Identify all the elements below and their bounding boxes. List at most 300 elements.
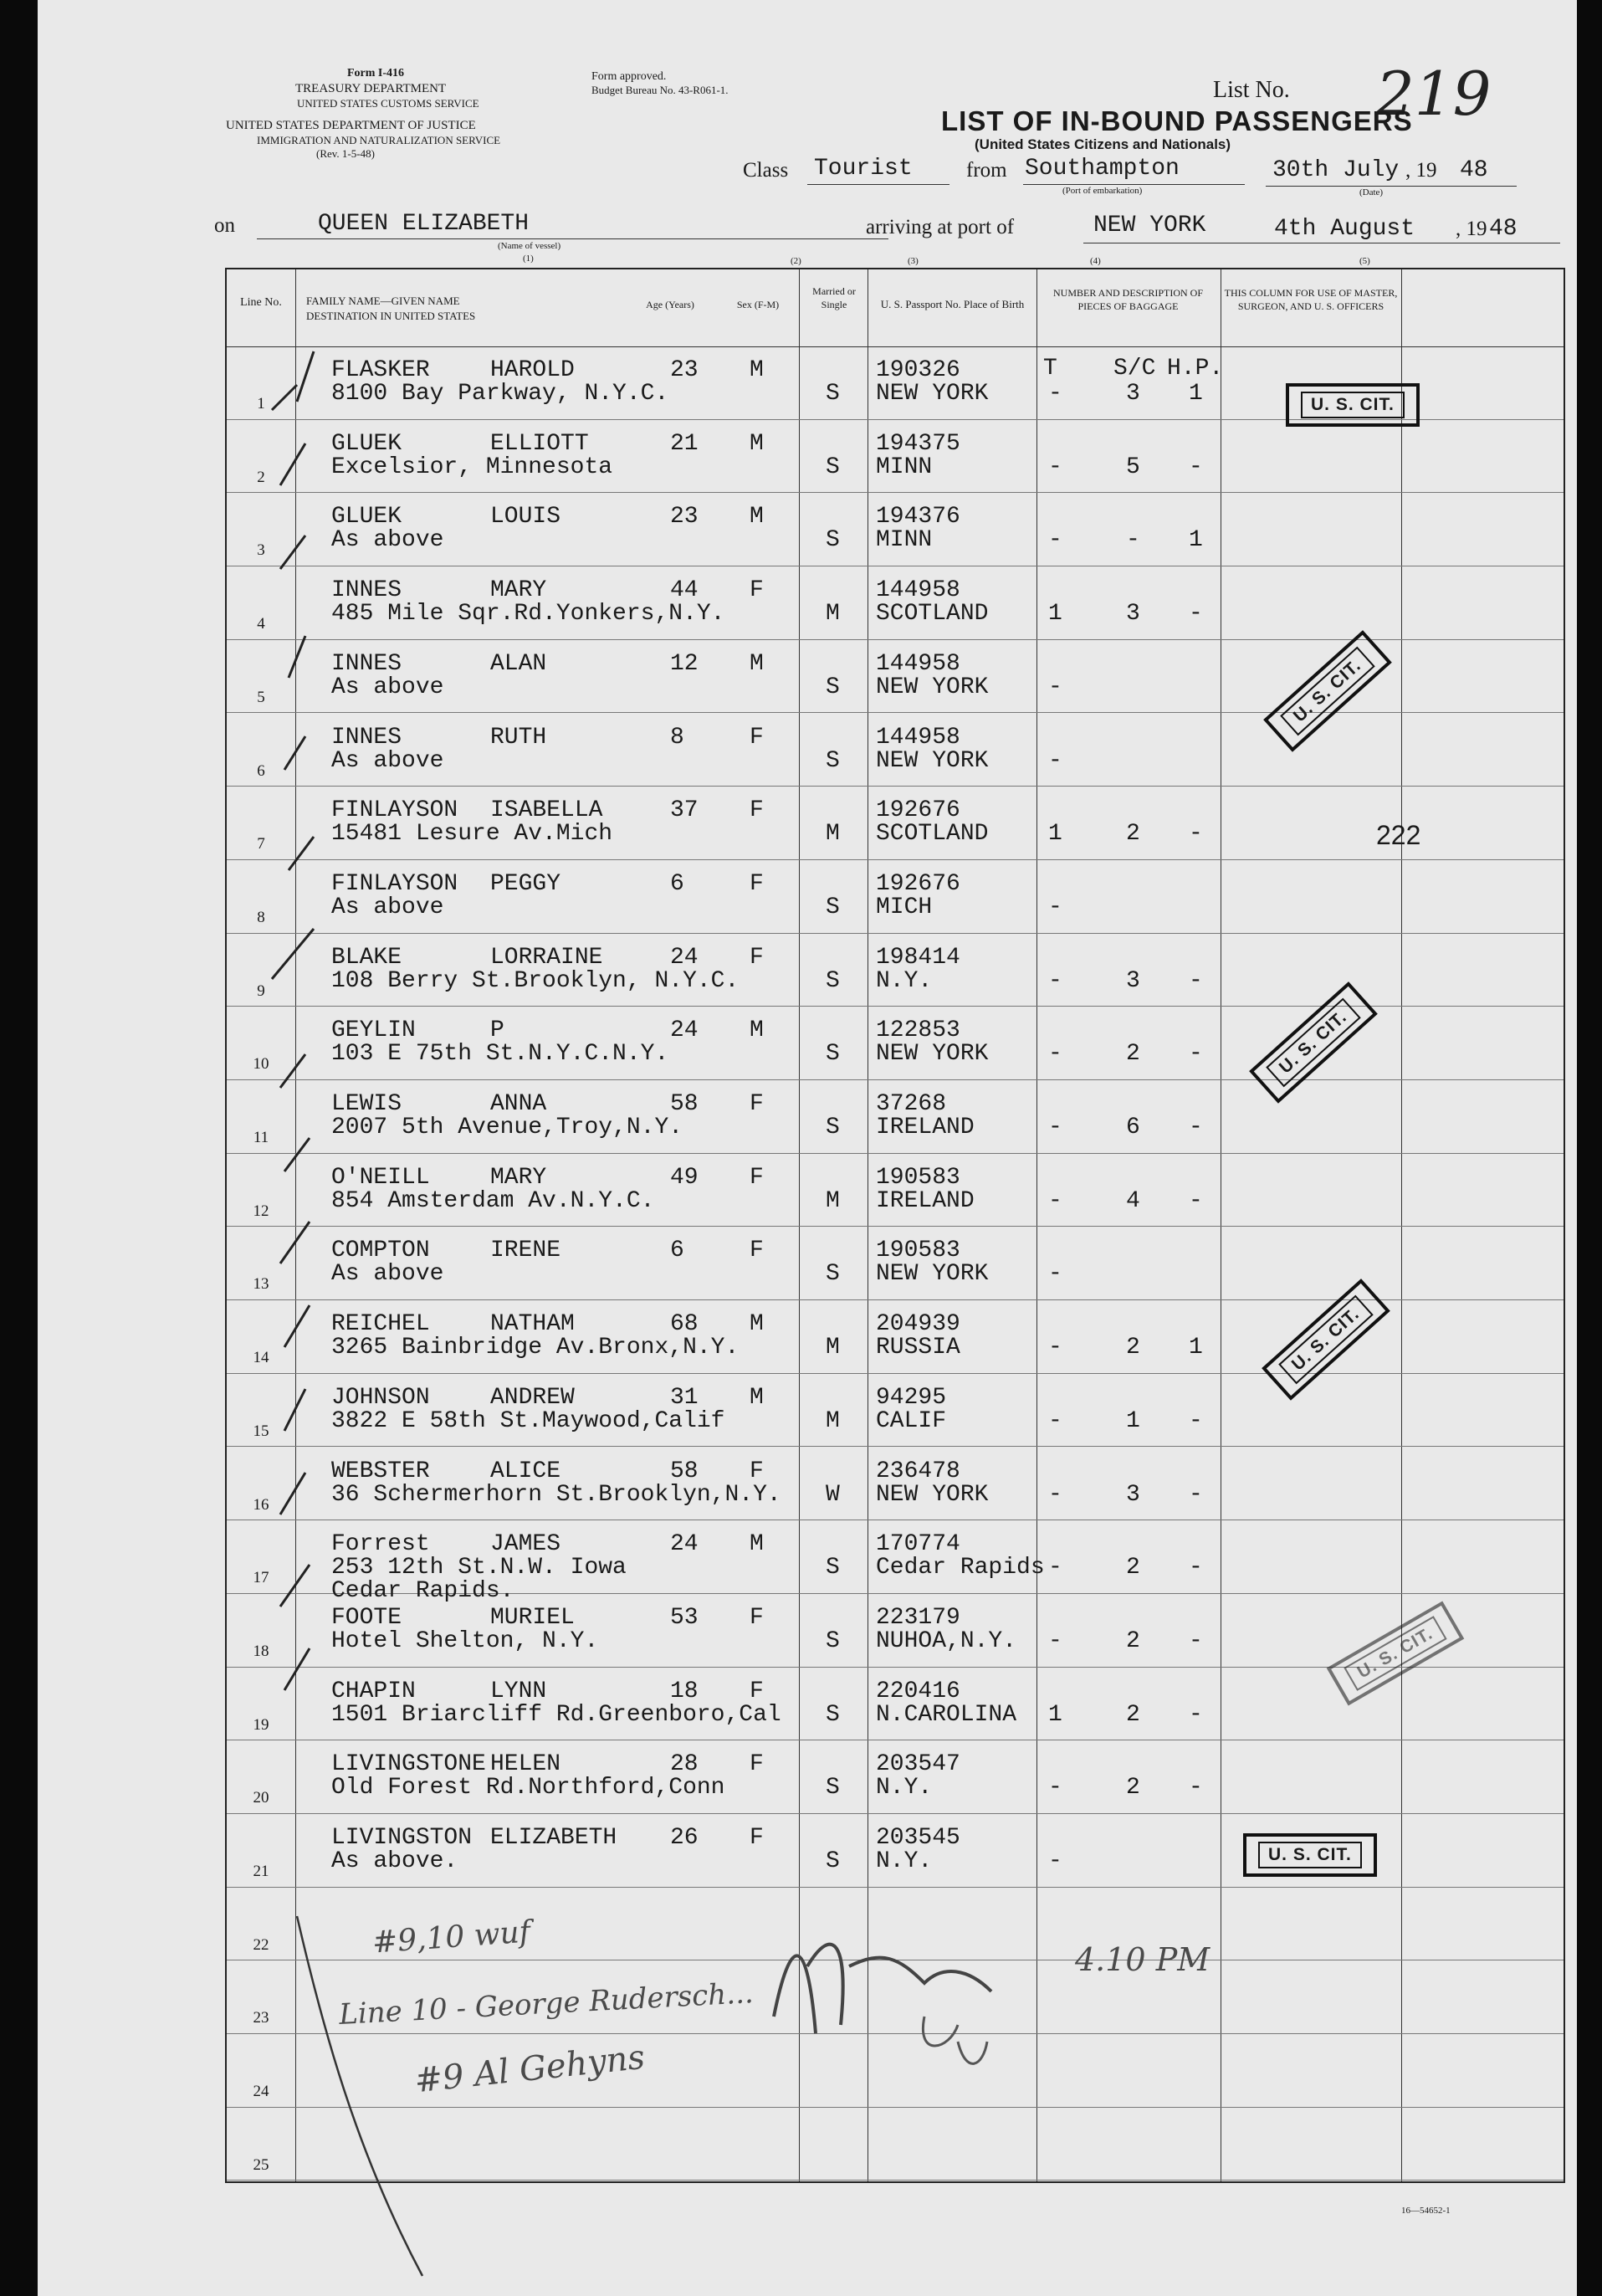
given-name: LORRAINE <box>490 944 603 971</box>
arriving-label: arriving at port of <box>866 216 1015 238</box>
family-name: O'NEILL <box>331 1164 430 1191</box>
place-of-birth: Cedar Rapids <box>876 1555 1045 1581</box>
baggage-handpieces: 1 <box>1189 381 1203 407</box>
footer-code: 16—54652-1 <box>1401 2206 1451 2216</box>
given-name: LOUIS <box>490 504 561 530</box>
destination-address: Excelsior, Minnesota <box>331 454 613 480</box>
family-name: LIVINGSTON <box>331 1825 473 1851</box>
line-number: 18 <box>253 1642 269 1660</box>
passport-number: 144958 <box>876 650 960 677</box>
given-name: JAMES <box>490 1531 561 1558</box>
line-number: 3 <box>257 541 265 560</box>
table-row <box>227 1154 1564 1227</box>
departure-year: 48 <box>1460 157 1488 183</box>
given-name: P <box>490 1017 504 1044</box>
line-number: 20 <box>253 1789 269 1807</box>
date-caption: (Date) <box>1359 187 1384 197</box>
passport-number: 204939 <box>876 1311 960 1338</box>
age-value: 6 <box>670 1238 684 1264</box>
table-row <box>227 420 1564 494</box>
age-value: 49 <box>670 1164 699 1191</box>
handwritten-note: #9 Al Gehyns <box>412 2037 647 2101</box>
age-value: 58 <box>670 1458 699 1484</box>
place-of-birth: NEW YORK <box>876 674 989 700</box>
table-row <box>227 714 1564 787</box>
customs-service: UNITED STATES CUSTOMS SERVICE <box>297 97 479 110</box>
table-row <box>227 1520 1564 1605</box>
baggage-trunks: - <box>1048 454 1062 480</box>
form-number: Form I-416 <box>347 67 405 79</box>
passport-number: 192676 <box>876 797 960 824</box>
sex-value: F <box>750 577 764 604</box>
table-row <box>227 566 1564 640</box>
baggage-trunks: - <box>1048 1848 1062 1874</box>
departure-date: 30th July <box>1272 157 1400 183</box>
baggage-suitcases: 3 <box>1126 601 1140 628</box>
line-number: 2 <box>257 468 265 486</box>
line-number: 4 <box>257 615 265 633</box>
passport-number: 144958 <box>876 724 960 751</box>
destination-address: As above <box>331 894 444 920</box>
family-name: LIVINGSTONE <box>331 1751 486 1778</box>
family-name: FINLAYSON <box>331 797 458 824</box>
col-header-destination: DESTINATION IN UNITED STATES <box>306 310 476 322</box>
baggage-heading-hp: H.P. <box>1167 356 1224 382</box>
baggage-trunks: - <box>1048 674 1062 700</box>
given-name: IRENE <box>490 1238 561 1264</box>
age-value: 44 <box>670 577 699 604</box>
baggage-suitcases: 6 <box>1126 1115 1140 1140</box>
inspector-signature <box>757 1916 1008 2083</box>
baggage-suitcases: 4 <box>1126 1187 1140 1214</box>
age-value: 58 <box>670 1091 699 1117</box>
line-number: 16 <box>253 1495 269 1514</box>
list-number-label: List No. <box>1213 77 1290 103</box>
baggage-trunks: - <box>1048 1041 1062 1068</box>
passport-number: 194375 <box>876 430 960 457</box>
age-value: 24 <box>670 1531 699 1558</box>
baggage-trunks: - <box>1048 1627 1062 1654</box>
embarkation-caption: (Port of embarkation) <box>1062 186 1143 196</box>
passport-number: 190326 <box>876 357 960 383</box>
given-name: ELLIOTT <box>490 430 589 457</box>
passport-number: 190583 <box>876 1164 960 1191</box>
baggage-handpieces: - <box>1189 1481 1203 1508</box>
marital-status: S <box>826 454 840 480</box>
baggage-heading-t: T <box>1043 356 1057 382</box>
baggage-trunks: - <box>1048 967 1062 994</box>
table-row <box>227 1080 1564 1154</box>
sex-value: M <box>750 357 764 383</box>
destination-address-2: Cedar Rapids. <box>331 1578 514 1605</box>
marital-status: S <box>826 527 840 554</box>
family-name: COMPTON <box>331 1238 430 1264</box>
line-number: 14 <box>253 1349 269 1367</box>
age-value: 23 <box>670 504 699 530</box>
table-row <box>227 787 1564 860</box>
col-header-passport: U. S. Passport No. Place of Birth <box>880 298 1025 310</box>
given-name: ALAN <box>490 650 547 677</box>
baggage-trunks: - <box>1048 1115 1062 1140</box>
family-name: REICHEL <box>331 1311 430 1338</box>
destination-address: 1501 Briarcliff Rd.Greenboro,Cal <box>331 1701 781 1728</box>
sex-value: F <box>750 724 764 751</box>
destination-address: As above. <box>331 1848 458 1874</box>
baggage-suitcases: 5 <box>1126 454 1140 480</box>
passport-number: 220416 <box>876 1678 960 1704</box>
sex-value: F <box>750 1164 764 1191</box>
place-of-birth: NEW YORK <box>876 1261 989 1288</box>
col-header-age: Age (Years) <box>646 299 694 310</box>
sex-value: M <box>750 504 764 530</box>
given-name: HELEN <box>490 1751 561 1778</box>
family-name: GEYLIN <box>331 1017 416 1044</box>
baggage-suitcases: 1 <box>1126 1407 1140 1434</box>
given-name: MURIEL <box>490 1604 575 1631</box>
baggage-suitcases: 2 <box>1126 1701 1140 1728</box>
age-value: 68 <box>670 1311 699 1338</box>
baggage-handpieces: 1 <box>1189 1335 1203 1361</box>
place-of-birth: N.Y. <box>876 1775 933 1801</box>
baggage-suitcases: 3 <box>1126 1481 1140 1508</box>
marital-status: M <box>826 1335 840 1361</box>
passport-number: 190583 <box>876 1238 960 1264</box>
given-name: LYNN <box>490 1678 547 1704</box>
passport-number: 194376 <box>876 504 960 530</box>
passport-number: 198414 <box>876 944 960 971</box>
baggage-handpieces: - <box>1189 1407 1203 1434</box>
family-name: FOOTE <box>331 1604 402 1631</box>
baggage-trunks: - <box>1048 1261 1062 1288</box>
sex-value: M <box>750 1531 764 1558</box>
col-header-married: Married or Single <box>812 285 856 310</box>
line-number: 9 <box>257 981 265 1000</box>
baggage-trunks: - <box>1048 1335 1062 1361</box>
baggage-handpieces: - <box>1189 1775 1203 1801</box>
marital-status: S <box>826 1261 840 1288</box>
us-citizen-stamp: U. S. CIT. <box>1286 383 1420 427</box>
family-name: INNES <box>331 650 402 677</box>
given-name: ELIZABETH <box>490 1825 617 1851</box>
marital-status: S <box>826 747 840 774</box>
justice-dept: UNITED STATES DEPARTMENT OF JUSTICE <box>226 119 476 132</box>
sex-value: M <box>750 1311 764 1338</box>
sex-value: M <box>750 650 764 677</box>
age-value: 23 <box>670 357 699 383</box>
revision-date: (Rev. 1-5-48) <box>316 147 375 160</box>
marital-status: S <box>826 1848 840 1874</box>
class-label: Class <box>743 159 789 182</box>
baggage-suitcases: 2 <box>1126 1041 1140 1068</box>
place-of-birth: MICH <box>876 894 933 920</box>
family-name: CHAPIN <box>331 1678 416 1704</box>
vessel-caption: (Name of vessel) <box>498 241 561 251</box>
budget-bureau: Budget Bureau No. 43-R061-1. <box>591 84 729 96</box>
manifest-sheet: Form I-416 TREASURY DEPARTMENT UNITED STATES CUSTOMS SERVICE UNITED STATES DEPARTMENT OF JUSTICE IMMIGRATION AND NATURALIZATION SERVICE (Rev. 1-5-48) Form approved. Budget Bureau No. 43-R061-1. List No. 219 LIST OF IN-BOUND PASSENGERS (United States Citizens and Nationals) Class Tourist from Southampton (Port of embarkation) 30th July , 19 48 (Date) on QUEEN ELIZABETH (Name of vessel) (1) arriving at port of NEW YORK 4th August , 19 48 (2) (3) (4) (5) Line No. FAMILY NAME—GIVEN NAME DESTINATION IN UNITED STATES Age (Years) Sex (F-M) Married or Single U. S. Passport No. Place of Birth NUMBER AND DESCRIPTION OF PIECES OF BAGGAGE THIS COLUMN FOR USE OF MASTER, SURGEON, AND U. S. OFFICERS T S/C H.P. 1 FLASKER HAROLD 8100 Bay Parkway, N.Y.C. 23 M S 190326 NEW YORK - 3 1 2 GLUEK ELLIOTT Excelsior, Minnesota 21 M S 194375 MINN - 5 - 3 GLUEK LOUIS As above 23 M S 194376 MINN - - 1 4 INNES MARY 485 Mile Sqr.Rd.Yonkers,N.Y. 44 F M 144958 SCOTLAND 1 3 - 5 INNES ALAN As above 12 M S 144958 NEW YORK - 6 INNES RUTH As above 8 F S 144958 NEW YORK - 7 FINLAYSON ISABELLA 15481 Lesure Av.Mich 37 F M 192676 SCOTLAND 1 2 - 8 FINLAYSON PEGGY As above 6 F S 192676 MICH - 9 BLAKE LORRAINE 108 Berry St.Brooklyn, N.Y.C. 24 F S 198414 N.Y. - 3 - 10 GEYLIN P 103 E 75th St.N.Y.C.N.Y. 24 M S 122853 NEW YORK - 2 - 11 LEWIS ANNA 2007 5th Avenue,Troy,N.Y. 58 F S 37268 IRELAND - 6 - 12 O'NEILL MARY 854 Amsterdam Av.N.Y.C. 49 F M 190583 IRELAND - 4 - 13 COMPTON IRENE As above 6 F S 190583 NEW YORK - 14 REICHEL NATHAM 3265 Bainbridge Av.Bronx,N.Y. 68 M M 204939 RUSSIA - 2 1 15 JOHNSON ANDREW 3822 E 58th St.Maywood,Calif 31 M M 94295 CALIF - 1 - 16 WEBSTER ALICE 36 Schermerhorn St.Brooklyn,N.Y. 58 F W 236478 NEW YORK - 3 - 17 Forrest JAMES 253 12th St.N.W. Iowa Cedar Rapids. 24 M S 170774 Cedar Rapids - 2 - 18 FOOTE MURIEL Hotel Shelton, N.Y. 53 F S 223179 NUHOA,N.Y. - 2 - 19 CHAPIN LYNN 1501 Briarcliff Rd.Greenboro,Cal 18 F S 220416 N.CAROLINA 1 2 - 20 LIVINGSTONE HELEN Old Forest Rd.Northford,Conn 28 F S 203547 N.Y. - 2 - 21 LIVINGSTON ELIZABETH As above. 26 F S 203545 N.Y. - 22 23 24 25 U. S. CIT. U. S. CIT. U. S. CIT. U. S. CIT. U. S. CIT. U. S. CIT. 222 #9,10 wuf Line 10 - George Rudersch... #9 Al Gehyns 4.10 PM 16—54652-1 <box>38 0 1577 2296</box>
given-name: ALICE <box>490 1458 561 1484</box>
age-value: 37 <box>670 797 699 824</box>
family-name: GLUEK <box>331 504 402 530</box>
form-approved: Form approved. <box>591 70 667 83</box>
baggage-suitcases: 3 <box>1126 967 1140 994</box>
passport-number: 37268 <box>876 1091 947 1117</box>
place-of-birth: NUHOA,N.Y. <box>876 1627 1017 1654</box>
place-of-birth: N.Y. <box>876 967 933 994</box>
baggage-suitcases: - <box>1126 527 1140 554</box>
handwritten-note: #9,10 wuf <box>371 1914 532 1960</box>
place-of-birth: SCOTLAND <box>876 821 989 848</box>
sex-value: M <box>750 1384 764 1411</box>
passport-number: 170774 <box>876 1531 960 1558</box>
age-value: 8 <box>670 724 684 751</box>
table-row <box>227 1740 1564 1814</box>
table-row <box>227 934 1564 1007</box>
passenger-table <box>225 268 1565 2183</box>
sex-value: F <box>750 1604 764 1631</box>
col-header-line: Line No. <box>240 296 282 309</box>
sex-value: F <box>750 797 764 824</box>
family-name: INNES <box>331 724 402 751</box>
us-citizen-stamp: U. S. CIT. <box>1263 630 1392 752</box>
passport-number: 122853 <box>876 1017 960 1044</box>
passport-number: 192676 <box>876 870 960 897</box>
table-row <box>227 1374 1564 1448</box>
place-of-birth: RUSSIA <box>876 1335 960 1361</box>
sex-value: F <box>750 1825 764 1851</box>
line-number: 6 <box>257 761 265 780</box>
marital-status: S <box>826 1775 840 1801</box>
line-number: 22 <box>253 1935 269 1954</box>
given-name: MARY <box>490 577 547 604</box>
marital-status: M <box>826 1407 840 1434</box>
marital-status: S <box>826 1627 840 1654</box>
line-number: 15 <box>253 1422 269 1440</box>
age-value: 6 <box>670 870 684 897</box>
line-number: 23 <box>253 2009 269 2027</box>
destination-address: As above <box>331 674 444 700</box>
sex-value: F <box>750 870 764 897</box>
line-number: 24 <box>253 2083 269 2101</box>
baggage-trunks: - <box>1048 1187 1062 1214</box>
baggage-suitcases: 2 <box>1126 1775 1140 1801</box>
line-number: 5 <box>257 688 265 706</box>
baggage-suitcases: 2 <box>1126 821 1140 848</box>
place-of-birth: CALIF <box>876 1407 947 1434</box>
class-value: Tourist <box>814 156 913 182</box>
handwritten-time: 4.10 PM <box>1075 1941 1210 1978</box>
given-name: RUTH <box>490 724 547 751</box>
baggage-handpieces: - <box>1189 454 1203 480</box>
us-citizen-stamp: U. S. CIT. <box>1327 1602 1464 1706</box>
destination-address: 36 Schermerhorn St.Brooklyn,N.Y. <box>331 1481 781 1508</box>
baggage-suitcases: 3 <box>1126 381 1140 407</box>
baggage-handpieces: - <box>1189 1041 1203 1068</box>
passport-number: 144958 <box>876 577 960 604</box>
family-name: FLASKER <box>331 357 430 383</box>
destination-address: 3822 E 58th St.Maywood,Calif <box>331 1407 725 1434</box>
handwritten-note: Line 10 - George Rudersch... <box>338 1976 755 2032</box>
marital-status: S <box>826 1701 840 1728</box>
destination-address: As above <box>331 1261 444 1288</box>
family-name: GLUEK <box>331 430 402 457</box>
line-number: 11 <box>253 1129 269 1146</box>
line-number: 10 <box>253 1055 269 1074</box>
vessel-name: QUEEN ELIZABETH <box>318 211 530 237</box>
baggage-trunks: 1 <box>1048 821 1062 848</box>
col-header-officers: THIS COLUMN FOR USE OF MASTER, SURGEON, AND U. S. OFFICERS <box>1224 287 1398 312</box>
destination-address: As above <box>331 527 444 554</box>
sex-value: F <box>750 1751 764 1778</box>
pen-stroke <box>289 1899 439 2293</box>
col-header-sex: Sex (F-M) <box>736 299 780 310</box>
line-number: 7 <box>257 835 265 853</box>
marital-status: S <box>826 1041 840 1068</box>
col-header-baggage: NUMBER AND DESCRIPTION OF PIECES OF BAGGAGE <box>1052 287 1204 312</box>
sex-value: M <box>750 430 764 457</box>
place-of-birth: NEW YORK <box>876 1041 989 1068</box>
treasury-dept: TREASURY DEPARTMENT <box>295 82 447 95</box>
marital-status: S <box>826 894 840 920</box>
marital-status: S <box>826 1115 840 1140</box>
line-number: 1 <box>257 395 265 413</box>
passport-number: 236478 <box>876 1458 960 1484</box>
family-name: BLAKE <box>331 944 402 971</box>
age-value: 28 <box>670 1751 699 1778</box>
given-name: ISABELLA <box>490 797 603 824</box>
family-name: JOHNSON <box>331 1384 430 1411</box>
marital-status: S <box>826 1555 840 1581</box>
family-name: INNES <box>331 577 402 604</box>
place-of-birth: IRELAND <box>876 1187 975 1214</box>
age-value: 26 <box>670 1825 699 1851</box>
given-name: NATHAM <box>490 1311 575 1338</box>
marital-status: S <box>826 967 840 994</box>
destination-address: Hotel Shelton, N.Y. <box>331 1627 599 1654</box>
baggage-trunks: 1 <box>1048 601 1062 628</box>
baggage-trunks: 1 <box>1048 1701 1062 1728</box>
marital-status: S <box>826 674 840 700</box>
destination-address: 854 Amsterdam Av.N.Y.C. <box>331 1187 655 1214</box>
ins-service: IMMIGRATION AND NATURALIZATION SERVICE <box>257 134 501 146</box>
table-row <box>227 493 1564 566</box>
sex-value: F <box>750 1458 764 1484</box>
given-name: ANNA <box>490 1091 547 1117</box>
destination-address: 253 12th St.N.W. Iowa <box>331 1555 627 1581</box>
given-name: ANDREW <box>490 1384 575 1411</box>
age-value: 53 <box>670 1604 699 1631</box>
baggage-handpieces: - <box>1189 821 1203 848</box>
line-number: 25 <box>253 2155 269 2174</box>
destination-address: 108 Berry St.Brooklyn, N.Y.C. <box>331 967 740 994</box>
page-subtitle: (United States Citizens and Nationals) <box>975 136 1231 152</box>
baggage-trunks: - <box>1048 1481 1062 1508</box>
count-note: 222 <box>1376 820 1421 850</box>
baggage-heading-sc: S/C <box>1113 356 1156 382</box>
sex-value: F <box>750 944 764 971</box>
baggage-handpieces: - <box>1189 1701 1203 1728</box>
baggage-trunks: - <box>1048 1407 1062 1434</box>
arrival-year: 48 <box>1489 216 1518 242</box>
baggage-handpieces: - <box>1189 1555 1203 1581</box>
arrival-date: 4th August <box>1274 216 1415 242</box>
line-number: 12 <box>253 1202 269 1220</box>
us-citizen-stamp: U. S. CIT. <box>1243 1833 1377 1877</box>
baggage-suitcases: 2 <box>1126 1335 1140 1361</box>
age-value: 24 <box>670 1017 699 1044</box>
marital-status: M <box>826 601 840 628</box>
table-row <box>227 860 1564 934</box>
table-row <box>227 1448 1564 1521</box>
line-number: 21 <box>253 1863 269 1880</box>
baggage-handpieces: - <box>1189 1115 1203 1140</box>
baggage-handpieces: - <box>1189 967 1203 994</box>
passport-number: 223179 <box>876 1604 960 1631</box>
passport-number: 203547 <box>876 1751 960 1778</box>
family-name: WEBSTER <box>331 1458 430 1484</box>
place-of-birth: MINN <box>876 454 933 480</box>
port-of-embarkation: Southampton <box>1025 156 1180 182</box>
baggage-trunks: - <box>1048 381 1062 407</box>
destination-address: 485 Mile Sqr.Rd.Yonkers,N.Y. <box>331 601 725 628</box>
baggage-suitcases: 2 <box>1126 1627 1140 1654</box>
baggage-suitcases: 2 <box>1126 1555 1140 1581</box>
destination-address: 103 E 75th St.N.Y.C.N.Y. <box>331 1041 669 1068</box>
marital-status: S <box>826 381 840 407</box>
marital-status: W <box>826 1481 840 1508</box>
age-value: 21 <box>670 430 699 457</box>
family-name: FINLAYSON <box>331 870 458 897</box>
destination-address: As above <box>331 747 444 774</box>
marital-status: M <box>826 821 840 848</box>
baggage-trunks: - <box>1048 527 1062 554</box>
given-name: HAROLD <box>490 357 575 383</box>
place-of-birth: NEW YORK <box>876 381 989 407</box>
baggage-trunks: - <box>1048 894 1062 920</box>
age-value: 24 <box>670 944 699 971</box>
baggage-handpieces: - <box>1189 1627 1203 1654</box>
sex-value: F <box>750 1678 764 1704</box>
line-number: 19 <box>253 1715 269 1734</box>
baggage-handpieces: 1 <box>1189 527 1203 554</box>
destination-address: 8100 Bay Parkway, N.Y.C. <box>331 381 669 407</box>
from-label: from <box>966 159 1007 182</box>
place-of-birth: MINN <box>876 527 933 554</box>
place-of-birth: NEW YORK <box>876 747 989 774</box>
passport-number: 94295 <box>876 1384 947 1411</box>
baggage-trunks: - <box>1048 1775 1062 1801</box>
destination-address: 15481 Lesure Av.Mich <box>331 821 613 848</box>
us-citizen-stamp: U. S. CIT. <box>1249 981 1378 1104</box>
given-name: MARY <box>490 1164 547 1191</box>
age-value: 12 <box>670 650 699 677</box>
place-of-birth: IRELAND <box>876 1115 975 1140</box>
baggage-trunks: - <box>1048 747 1062 774</box>
line-number: 17 <box>253 1569 269 1587</box>
passport-number: 203545 <box>876 1825 960 1851</box>
us-citizen-stamp: U. S. CIT. <box>1262 1279 1390 1401</box>
sex-value: F <box>750 1238 764 1264</box>
baggage-trunks: - <box>1048 1555 1062 1581</box>
destination-address: 3265 Bainbridge Av.Bronx,N.Y. <box>331 1335 740 1361</box>
marital-status: M <box>826 1187 840 1214</box>
given-name: PEGGY <box>490 870 561 897</box>
line-number: 8 <box>257 908 265 926</box>
on-label: on <box>214 214 235 237</box>
baggage-handpieces: - <box>1189 1187 1203 1214</box>
col-header-name: FAMILY NAME—GIVEN NAME <box>306 295 460 307</box>
page-title: LIST OF IN-BOUND PASSENGERS <box>941 105 1413 136</box>
place-of-birth: N.Y. <box>876 1848 933 1874</box>
